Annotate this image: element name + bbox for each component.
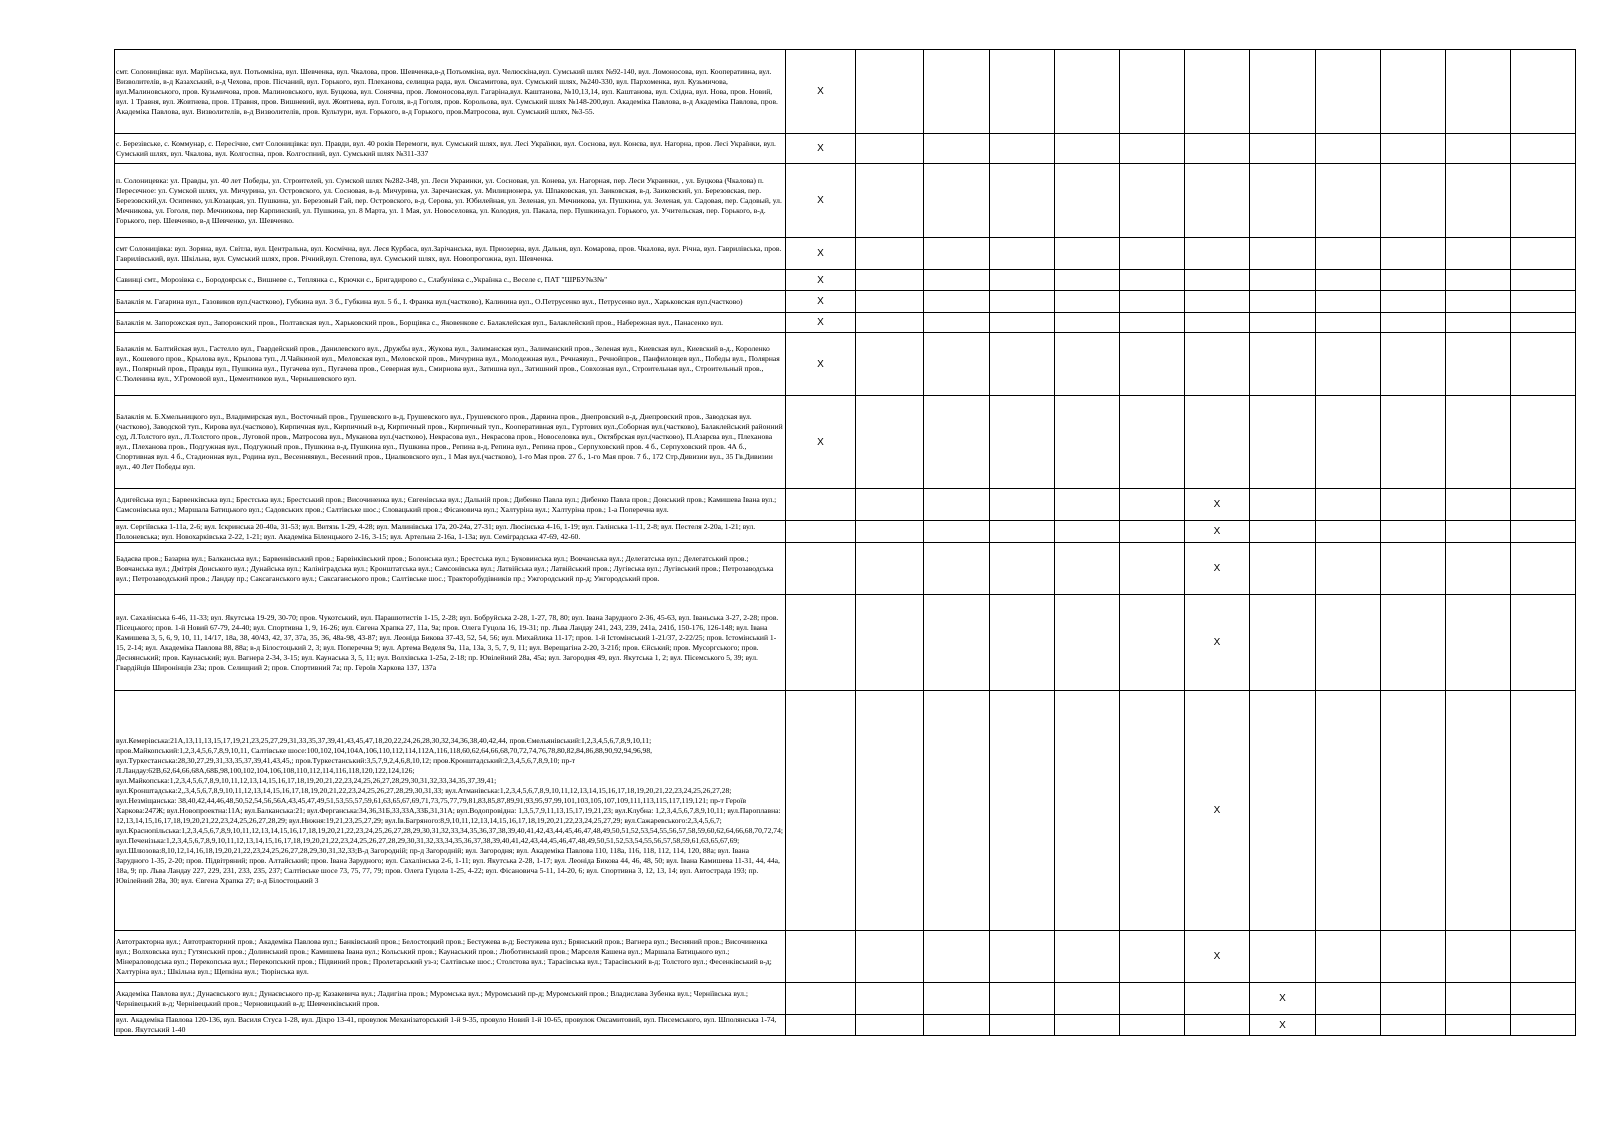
empty-cell <box>923 50 989 134</box>
address-cell: Адигейська вул.; Барвенківська вул.; Брестська вул.; Брестський пров.; Височиненка вул.; Євгенівська вул.; Дальній пров.; Дибенко Павла вул.; Дибенко Павла пров.; Донський пров.; Камишева Івана вул.; Самсонівська вул.; Маршала Батицького вул.; Садовських пров.; Салтівське шос.; Словацький пров.; Фісановича вул.; Халтуріна вул.; Халтуріна пров.; 1-а Поперечна вул. <box>115 489 786 521</box>
empty-cell <box>989 521 1054 543</box>
empty-cell <box>1054 691 1119 931</box>
empty-cell <box>1054 396 1119 489</box>
empty-cell <box>1119 134 1184 164</box>
empty-cell <box>1054 50 1119 134</box>
table-row <box>115 1015 1576 1036</box>
empty-cell <box>785 489 855 521</box>
empty-cell <box>1510 931 1575 983</box>
empty-cell <box>989 134 1054 164</box>
empty-cell <box>785 521 855 543</box>
empty-cell <box>1445 489 1510 521</box>
empty-cell <box>1119 489 1184 521</box>
empty-cell <box>1184 291 1249 313</box>
empty-cell <box>989 333 1054 396</box>
empty-cell <box>1119 521 1184 543</box>
empty-cell <box>1510 50 1575 134</box>
empty-cell <box>989 983 1054 1015</box>
address-cell: Савинці смт., Морозівка с., Бородоярськ с., Вишневе с., Теплянка с., Крючки с., Бригадирово с., Слабунівка с.,Українка с., Веселе с, ПАТ "ШРБУ№3№" <box>115 270 786 291</box>
empty-cell <box>1119 291 1184 313</box>
empty-cell <box>855 691 923 931</box>
table-row <box>115 313 1576 333</box>
empty-cell <box>989 691 1054 931</box>
address-cell: вул. Академіка Павлова 120-136, вул. Василя Стуса 1-28, вул. Діхро 13-41, провулок Механізаторський 1-й 9-35, провуло Новий 1-й 10-65, провулок Оксамитовий, вул. Писемського, вул. Шполянська 1-74, пров. Якутський 1-40 <box>115 1015 786 1036</box>
empty-cell <box>1380 238 1445 270</box>
empty-cell <box>1510 291 1575 313</box>
empty-cell <box>1510 238 1575 270</box>
empty-cell <box>1249 521 1315 543</box>
empty-cell <box>1119 50 1184 134</box>
empty-cell <box>1315 983 1380 1015</box>
address-cell: Балаклія м. Балтийская вул., Гастелло вул., Гвардейский пров., Данилевского вул., Дружбы вул., Жукова вул., Залиманская вул., Залиманский пров., Зеленая вул., Киевская вул., Киевский в-д., Короленко вул., Кошевого пров., Крылова вул., Крылова туп., Л.Чайкиной вул., Меловская вул., Меловской пров., Мичурина вул., Молодежная вул., Речнаявул., Речнойпров., Панфиловцев вул., Победы вул., Полярная вул., Полярный пров., Правды вул., Пушкина вул., Пугачева вул., Пугачева пров., Северная вул., Смирнова вул., Затишна вул., Затишний пров., Совхозная вул., Строительная вул., Строительный пров., С.Тюленина вул., У.Громовой вул., Цементников вул., Чернышевского вул. <box>115 333 786 396</box>
empty-cell <box>1510 270 1575 291</box>
table-row <box>115 333 1576 396</box>
empty-cell <box>1510 983 1575 1015</box>
empty-cell <box>1054 313 1119 333</box>
empty-cell <box>1184 134 1249 164</box>
empty-cell <box>1184 270 1249 291</box>
address-cell: смт. Солоницівка: вул. Марїінська, вул. Потьомкіна, вул. Шевченка, вул. Чкалова, пров. Шевченка,в-д Потьомкіна, вул. Челюскіна,вул. Сумський шлях №92-140, вул. Ломоносова, вул. Кооперативна, вул. Визволителів, в-д Казахський, в-д Чехова, пров. Пісчаний, вул. Горького, вул. Плеханова, селищна рада, вул. Оксамитова, вул. Сумський шлях, №240-330, вул. Пархоменка, вул. Кузьмичова, вул.Малиновського, пров. Кузьмичова, пров. Малиновського, вул. Буцкова, вул. Сонячна, пров. Ломоносова,вул. Гагаріна,вул. Каштанова, №10,13,14, вул. Каштанова, вул. Східна, вул. Нова, пров. Новий, вул. 1 Травня, вул. Жовтнева, пров. 1Травня, пров. Вишневий, вул. Жовтнева, вул. Гоголя, в-д Гоголя, пров. Корольова, вул. Сумський шлях №148-200,вул. Академіка Павлова, в-д Академіка Павлова, пров. Академіка Павлова, вул. Визволителів, в-д Визволителів, пров. Культури, вул. Горького, в-д Горького, пров.Матросова, вул. Сумський шлях, №3-55. <box>115 50 786 134</box>
address-cell: вул.Кемерівська:21А,13,11,13,15,17,19,21,23,25,27,29,31,33,35,37,39,41,43,45,47,18,20,22,24,26,28,30,32,34,36,38,40,42,44, пров.Ємельянівський:1,2,3,4,5,6,7,8,9,10,11; пров.Майкопський:1,2,3,4,5,6,7,8,9,10,11, Салтівське шосе:100,102,104,104А,106,110,112,114,112А,116,118,60,62,64,66,68,70,72,74,76,78,80,82,84,86,88,90,92,94,96,98, вул.Туркестанська:28,30,27,29,31,33,35,37,39,41,43,45,; пров.Туркестанський:3,5,7,9,2,4,6,8,10,12; пров.Кронштадський:2,3,4,5,6,7,8,9,10; пр-т Л.Ландау:62В,62,64,66,68А,68Б,98,100,102,104,106,108,110,112,114,116,118,120,122,124,126; вул.Майкопська:1,2,3,4,5,6,7,8,9,10,11,12,13,14,15,16,17,18,19,20,21,22,23,24,25,26,27,28,29,30,31,32,33,34,35,37,39,41; вул.Кронштадська:2,,3,4,5,6,7,8,9,10,11,12,13,14,15,16,17,18,19,20,21,22,23,24,25,26,27,28,29,30,31,33; вул.Атманівська:1,2,3,4,5,6,7,8,9,10,11,12,13,14,15,16,17,18,19,20,21,22,23,24,25,26,27,28; вул.Незміщанська: 38,40,42,44,46,48,50,52,54,56,56А,43,45,47,49,51,53,55,57,59,61,63,65,67,69,71,73,75,77,79,81,83,85,87,89,91,93,95,97,99,101,103,105,107,109,111,113,115,117,119,121; пр-т Героїв Харкова:247Ж; вул.Новопроектна:11А; вул.Балканська:21; вул.Ферганська:34,36,31Б,33,33А,33Б,31,31А; вул.Водопровідна: 1,3,5,7,9,11,13,15,17,19,21,23; вул.Клубна: 1,2,3,4,5,6,7,8,9,10,11; вул.Пароплавна: 12,13,14,15,16,17,18,19,20,21,22,23,24,25,26,27,28,29; вул.Нижня:19,21,23,25,27,29; вул.Ів.Багряного:8,9,10,11,12,13,14,15,16,17,18,19,20,21,22,23,24,25,27,29; вул.Сажаревського:2,3,4,5,6,7; вул.Краснопільська:1,2,3,4,5,6,7,8,9,10,11,12,13,14,15,16,17,18,19,20,21,22,23,24,25,26,27,28,29,30,31,32,33,34,35,36,37,38,39,40,41,42,43,44,45,46,47,48,49,50,51,52,53,54,55,56,57,58,59,60,62,64,66,68,70,72,74; вул.Печенізька:1,2,3,4,5,6,7,8,9,10,11,12,13,14,15,16,17,18,19,20,21,22,23,24,25,26,27,28,29,30,31,32,33,34,35,36,37,38,39,40,41,42,43,44,45,46,47,48,49,50,51,52,53,54,55,56,57,58,59,61,63,65,67,69; вул.Шлюзова:8,10,12,14,16,18,19,20,21,22,23,24,25,26,27,28,29,30,31,32,33;В-д Загородній; пр-д Загородній; вул. Загородня; вул. Академіка Павлова 110, 118а, 116, 118, 112, 114, 120, 88а; вул. Івана Зарудного 1-35, 2-20; пров. Підвітряний; пров. Алтайський; пров. Івана Зарудного; вул. Сахалінська 2-6, 1-11; вул. Якутська 2-28, 1-17; вул. Леоніда Бикова 44, 46, 48, 50; вул. Івана Камишева 11-31, 44, 44а, 18а, 9; пр. Льва Ландау 227, 229, 231, 233, 235, 237; Салтівське шосе 73, 75, 77, 79; пров. Олега Гуцола 1-25, 4-22; вул. Фісановича 5-11, 14-20, 6; вул. Спортивна 3, 12, 13, 14; вул. Автострада 193; пр. Ювілейний 28а, 30; вул. Євгена Храпка 27; в-д Білостоцький 3 <box>115 691 786 931</box>
empty-cell <box>1315 489 1380 521</box>
empty-cell <box>1119 396 1184 489</box>
empty-cell <box>1315 313 1380 333</box>
empty-cell <box>1184 313 1249 333</box>
empty-cell <box>1249 164 1315 238</box>
empty-cell <box>923 931 989 983</box>
empty-cell <box>1445 691 1510 931</box>
empty-cell <box>923 521 989 543</box>
empty-cell <box>1445 1015 1510 1036</box>
empty-cell <box>1445 983 1510 1015</box>
empty-cell <box>1249 931 1315 983</box>
table-row <box>115 983 1576 1015</box>
empty-cell <box>1510 164 1575 238</box>
empty-cell <box>1249 134 1315 164</box>
empty-cell <box>1380 134 1445 164</box>
empty-cell <box>1445 291 1510 313</box>
address-cell: с. Березівське, с. Коммунар, с. Пересічне, смт Солоницівка: вул. Правди, вул. 40 років Перемоги, вул. Сумський шлях, вул. Лесі Українки, вул. Соснова, вул. Конєва, вул. Нагорна, пров. Лесі Українки, вул. Сумський шлях, вул. Чкалова, вул. Колгоспна, пров. Колгоспний, вул. Сумський шлях №311-337 <box>115 134 786 164</box>
empty-cell <box>1380 521 1445 543</box>
empty-cell <box>1054 1015 1119 1036</box>
empty-cell <box>1445 238 1510 270</box>
empty-cell <box>1054 983 1119 1015</box>
empty-cell <box>1445 595 1510 691</box>
empty-cell <box>1380 543 1445 595</box>
empty-cell <box>1054 333 1119 396</box>
table-row <box>115 134 1576 164</box>
empty-cell <box>1380 396 1445 489</box>
empty-cell <box>1380 270 1445 291</box>
table-row <box>115 543 1576 595</box>
table-row <box>115 270 1576 291</box>
empty-cell <box>923 691 989 931</box>
empty-cell <box>923 396 989 489</box>
empty-cell <box>1445 313 1510 333</box>
empty-cell <box>1249 691 1315 931</box>
address-cell: Балаклія м. Гагарина вул., Газовиков вул.(частково), Губкина вул. 3 б., Губкина вул. 5 б., І. Франка вул.(частково), Калинина вул., О.Петрусенко вул., Петрусенко вул., Харьковская вул.(частково) <box>115 291 786 313</box>
table-row <box>115 164 1576 238</box>
empty-cell <box>1510 691 1575 931</box>
empty-cell <box>923 1015 989 1036</box>
table-row <box>115 595 1576 691</box>
empty-cell <box>1510 543 1575 595</box>
address-cell: Автотракторна вул.; Автотракторний пров.; Академіка Павлова вул.; Банківський пров.; Белостоцкий пров.; Бестужева в-д; Бестужева вул.; Брянський пров.; Вагнера вул.; Весняний пров.; Височиненка вул.; Волховська вул.; Гутянський пров.; Долинський пров.; Камишева Івана вул.; Кольський пров.; Каунаський пров.; Люботинський пров.; Марселя Кашена вул.; Маршала Батицького вул.; Мінераловодська вул.; Перекопська вул.; Перекопський пров.; Підвиний пров.; Пролетарський уз-з; Салтівське шос.; Столєтова вул.; Тарасівська вул.; Тарасівський в-д; Толстого вул.; Фесенківський в-д; Халтуріна вул.; Шкільна вул.; Щепкіна вул.; Тюрінська вул. <box>115 931 786 983</box>
empty-cell <box>785 983 855 1015</box>
table-row <box>115 50 1576 134</box>
empty-cell <box>1445 333 1510 396</box>
empty-cell <box>1249 50 1315 134</box>
mark-cell: X <box>785 291 855 313</box>
empty-cell <box>1315 543 1380 595</box>
empty-cell <box>1249 333 1315 396</box>
mark-cell: X <box>1184 595 1249 691</box>
empty-cell <box>1510 1015 1575 1036</box>
empty-cell <box>1184 333 1249 396</box>
empty-cell <box>1445 164 1510 238</box>
empty-cell <box>1510 134 1575 164</box>
empty-cell <box>855 238 923 270</box>
empty-cell <box>855 313 923 333</box>
address-cell: Балаклія м. Б.Хмельницкого вул., Владимирская вул., Восточный пров., Грушевского в-д, Грушевского вул., Грушевского пров., Дарвина пров., Днепровский в-д, Днепровский пров., Заводская вул.(частково), Заводской туп., Кирова вул.(частково), Кирпичная вул., Кирпичный в-д, Кирпичный пров., Кирпичный туп., Кооперативная вул., Гуртових вул.,Соборная вул.(частково), Балаклейський районний суд, Л.Толстого вул., Л.Толстого пров., Луговой пров., Матросова вул., Муканова вул.(частково), Некрасова вул., Некрасова пров., Новоселовка вул., Октябрская вул.(частково), П.Азарєва вул., Плеханова вул., Плеханова пров., Подгужная вул., Подгужный пров., Пушкина в-д, Пушкина вул., Пушкина пров., Репина в-д, Репина вул., Репина пров., Серпуховский пров. 4 б., Серпуховский пров. 4А б., Спортивная вул. 4 б., Стадионная вул., Родина вул., Весенняявул., Весенний пров., Циалковского вул., 1 Мая вул.(частково), 1-го Мая пров. 27 б., 1-го Мая пров. 7 б., 172 Стр.Дивизии вул., 35 Гв.Дивизии вул., 40 Лет Победы вул. <box>115 396 786 489</box>
empty-cell <box>1054 238 1119 270</box>
empty-cell <box>1315 396 1380 489</box>
address-cell: вул. Сергіївська 1-11а, 2-6; вул. Іскринська 20-40а, 31-53; вул. Витязь 1-29, 4-28; вул. Малинівська 17а, 20-24а, 27-31; вул. Люсінська 4-16, 1-19; вул. Галінська 1-11, 2-8; вул. Пестеля 2-20а, 1-21; вул. Полоневська; вул. Новохарківська 2-22, 1-21; вул. Академіка Біленцького 2-16, 3-15; вул. Артельна 2-16а, 1-13а; вул. Семіградська 47-69, 42-60. <box>115 521 786 543</box>
empty-cell <box>1054 521 1119 543</box>
empty-cell <box>1249 396 1315 489</box>
empty-cell <box>923 164 989 238</box>
empty-cell <box>1315 164 1380 238</box>
mark-cell: X <box>1184 489 1249 521</box>
empty-cell <box>1119 1015 1184 1036</box>
empty-cell <box>989 396 1054 489</box>
empty-cell <box>989 270 1054 291</box>
empty-cell <box>855 164 923 238</box>
schedule-table <box>114 49 1576 1036</box>
empty-cell <box>1380 595 1445 691</box>
empty-cell <box>1249 291 1315 313</box>
empty-cell <box>1249 543 1315 595</box>
mark-cell: X <box>785 396 855 489</box>
empty-cell <box>1380 333 1445 396</box>
empty-cell <box>1380 931 1445 983</box>
empty-cell <box>855 1015 923 1036</box>
empty-cell <box>1054 291 1119 313</box>
empty-cell <box>1315 238 1380 270</box>
mark-cell: X <box>785 270 855 291</box>
empty-cell <box>1315 595 1380 691</box>
empty-cell <box>1249 238 1315 270</box>
empty-cell <box>989 1015 1054 1036</box>
empty-cell <box>1510 396 1575 489</box>
empty-cell <box>785 595 855 691</box>
empty-cell <box>855 291 923 313</box>
empty-cell <box>1119 238 1184 270</box>
empty-cell <box>989 931 1054 983</box>
empty-cell <box>1380 489 1445 521</box>
empty-cell <box>1315 291 1380 313</box>
empty-cell <box>1380 691 1445 931</box>
empty-cell <box>923 983 989 1015</box>
empty-cell <box>1445 396 1510 489</box>
empty-cell <box>1445 931 1510 983</box>
empty-cell <box>1315 1015 1380 1036</box>
empty-cell <box>923 313 989 333</box>
mark-cell: X <box>785 333 855 396</box>
empty-cell <box>855 543 923 595</box>
empty-cell <box>1119 595 1184 691</box>
empty-cell <box>989 291 1054 313</box>
empty-cell <box>1380 50 1445 134</box>
empty-cell <box>1054 164 1119 238</box>
table-row <box>115 521 1576 543</box>
empty-cell <box>1184 164 1249 238</box>
empty-cell <box>1315 134 1380 164</box>
address-cell: Балаклія м. Запорожская вул., Запорожский пров., Полтавская вул., Харьковский пров., Борщівка с., Яковенкове с. Балаклейская вул., Балаклейский пров., Набережная вул., Панасенко вул. <box>115 313 786 333</box>
table-row <box>115 691 1576 931</box>
empty-cell <box>855 521 923 543</box>
table-row <box>115 238 1576 270</box>
empty-cell <box>1119 983 1184 1015</box>
empty-cell <box>923 291 989 313</box>
empty-cell <box>1380 313 1445 333</box>
empty-cell <box>1445 270 1510 291</box>
empty-cell <box>1249 595 1315 691</box>
empty-cell <box>1119 333 1184 396</box>
empty-cell <box>1315 333 1380 396</box>
empty-cell <box>855 134 923 164</box>
empty-cell <box>1510 333 1575 396</box>
empty-cell <box>1054 931 1119 983</box>
mark-cell: X <box>1184 543 1249 595</box>
empty-cell <box>989 543 1054 595</box>
schedule-body <box>115 50 1576 1036</box>
empty-cell <box>1445 521 1510 543</box>
empty-cell <box>785 1015 855 1036</box>
empty-cell <box>1184 238 1249 270</box>
table-row <box>115 931 1576 983</box>
empty-cell <box>1380 983 1445 1015</box>
empty-cell <box>1315 270 1380 291</box>
empty-cell <box>855 489 923 521</box>
empty-cell <box>923 134 989 164</box>
empty-cell <box>989 313 1054 333</box>
mark-cell: X <box>1249 1015 1315 1036</box>
empty-cell <box>1380 1015 1445 1036</box>
empty-cell <box>989 489 1054 521</box>
mark-cell: X <box>785 50 855 134</box>
empty-cell <box>1380 291 1445 313</box>
empty-cell <box>1054 489 1119 521</box>
empty-cell <box>1510 521 1575 543</box>
empty-cell <box>785 691 855 931</box>
empty-cell <box>923 333 989 396</box>
empty-cell <box>785 931 855 983</box>
empty-cell <box>1054 595 1119 691</box>
empty-cell <box>1249 270 1315 291</box>
empty-cell <box>855 931 923 983</box>
empty-cell <box>1380 164 1445 238</box>
mark-cell: X <box>1184 691 1249 931</box>
address-cell: Академіка Павлова вул.; Дунаєвського вул.; Дунаєвського пр-д; Казакевича вул.; Ладигіна пров.; Муромська вул.; Муромський пр-д; Муромський пров.; Владислава Зубенка вул.; Черніївська вул.; Чернівецький в-д; Чернівецький пров.; Черновицький в-д; Шевченківський пров. <box>115 983 786 1015</box>
address-cell: вул. Сахалінська 6-46, 11-33; вул. Якутська 19-29, 30-70; пров. Чукотський, вул. Парашютистів 1-15, 2-28; вул. Бобруйська 2-28, 1-27, 78, 80; вул. Івана Зарудного 2-36, 45-63, вул. Іваньська 3-27, 2-28; пров. Пісецького; пров. 1-й Новий 67-79, 24-40; вул. Спортивна 1, 9, 16-26; вул. Євгена Храпка 27, 11а, 9а; пров. Олега Гуцола 16, 19-31; пр. Льва Ландау 241, 243, 239, 241а, 241б, 150-176, 126-148; вул. Івана Камишева 3, 5, 6, 9, 10, 11, 14/17, 18а, 38, 40/43, 42, 37, 37а, 35, 36, 48а-98, 43-87; вул. Леоніда Бикова 37-43, 52, 54, 56; вул. Михайлика 11-17; пров. 1-й Істомінський 1-21/37, 2-22/25; пров. Істомінський 1-15, 2-14; вул. Академіка Павлова 88, 88а; в-д Білостоцький 2, 3; вул. Поперечна 9; вул. Артема Веделя 9а, 11а, 13а, 3, 5, 7, 9, 11; вул. Верещагіна 2-20, 3-21б; пров. Єйський; пров. Мусоргського; пров. Деснянський; пров. Каунаський; вул. Вагнера 2-34, 3-15; вул. Каунаська 3, 5, 11; вул. Волхівська 1-25а, 2-18; пр. Ювілейний 28а, 45а; вул. Загородня 49, вул. Якутська 1, 2; вул. Пісемського 5, 39; вул. Гвардійців Широнінців 23а; пров. Селищний 2; пров. Спортивний 7а; пр. Героїв Харкова 137, 137а <box>115 595 786 691</box>
empty-cell <box>1249 489 1315 521</box>
table-row <box>115 396 1576 489</box>
empty-cell <box>923 595 989 691</box>
mark-cell: X <box>785 238 855 270</box>
empty-cell <box>1445 134 1510 164</box>
mark-cell: X <box>1184 521 1249 543</box>
empty-cell <box>1119 313 1184 333</box>
empty-cell <box>1119 931 1184 983</box>
empty-cell <box>989 595 1054 691</box>
empty-cell <box>923 489 989 521</box>
empty-cell <box>1119 270 1184 291</box>
empty-cell <box>989 238 1054 270</box>
empty-cell <box>855 50 923 134</box>
empty-cell <box>855 333 923 396</box>
empty-cell <box>923 543 989 595</box>
mark-cell: X <box>1184 931 1249 983</box>
empty-cell <box>989 50 1054 134</box>
empty-cell <box>855 270 923 291</box>
empty-cell <box>1249 313 1315 333</box>
empty-cell <box>1445 50 1510 134</box>
empty-cell <box>1315 931 1380 983</box>
empty-cell <box>1315 521 1380 543</box>
address-schedule-sheet <box>114 49 1576 1036</box>
empty-cell <box>923 238 989 270</box>
empty-cell <box>1184 396 1249 489</box>
mark-cell: X <box>785 134 855 164</box>
address-cell: смт Солоницівка: вул. Зоряна, вул. Світла, вул. Центральна, вул. Космічна, вул. Леся Курбаса, вул.Зарічанська, вул. Приозерна, вул. Дальня, вул. Комарова, пров. Чкалова, вул. Річна, вул. Гаврилівська, пров. Гаврилівський, вул. Шкільна, вул. Сумський шлях, пров. Річний,вул. Степова, вул. Сумський шлях, вул. Новопрогожна, вул. Шевченка. <box>115 238 786 270</box>
empty-cell <box>1510 595 1575 691</box>
empty-cell <box>1119 543 1184 595</box>
table-row <box>115 489 1576 521</box>
empty-cell <box>1054 134 1119 164</box>
empty-cell <box>1510 313 1575 333</box>
empty-cell <box>1054 543 1119 595</box>
table-row <box>115 291 1576 313</box>
empty-cell <box>1184 983 1249 1015</box>
empty-cell <box>1315 50 1380 134</box>
empty-cell <box>1445 543 1510 595</box>
mark-cell: X <box>785 313 855 333</box>
empty-cell <box>855 595 923 691</box>
empty-cell <box>1184 1015 1249 1036</box>
empty-cell <box>1119 691 1184 931</box>
empty-cell <box>855 983 923 1015</box>
empty-cell <box>1184 50 1249 134</box>
empty-cell <box>1315 691 1380 931</box>
address-cell: Бадаєва пров.; Базарна вул.; Балканська вул.; Барвенківський пров.; Барвінківський пров.; Болонська вул.; Брестська вул.; Буковинська вул.; Вовчанська вул.; Делегатська вул.; Делегатський пров.; Вовчанська вул.; Дмітрія Донського вул.; Дунайська вул.; Калініградська вул.; Кронштатська вул.; Самсонівська вул.; Латвійська вул.; Латвійський пров.; Лугівська вул.; Лугівський пров.; Петрозаводська вул.; Петрозаводський пров.; Ландау пр.; Саксаганського вул.; Саксаганського пров.; Салтівське шос.; Тракторобудівників пр.; Ужгородський пр-д; Ужгородський пров. <box>115 543 786 595</box>
empty-cell <box>923 270 989 291</box>
mark-cell: X <box>785 164 855 238</box>
empty-cell <box>855 396 923 489</box>
empty-cell <box>1510 489 1575 521</box>
empty-cell <box>785 543 855 595</box>
empty-cell <box>989 164 1054 238</box>
mark-cell: X <box>1249 983 1315 1015</box>
empty-cell <box>1119 164 1184 238</box>
address-cell: п. Солоницевка: ул. Правды, ул. 40 лет Победы, ул. Строителей, ул. Сумской шлях №282-348, ул. Леси Украинки, ул. Сосновая, ул. Конева, ул. Нагорная, пер. Леси Украинки, , ул. Буцкова (Чкалова) п. Пересечное: ул. Сумской шлях, ул. Мичурина, ул. Островского, ул. Сосновая, в-д. Мичурина, ул. Заречанская, ул. Милиционера, ул. Шпаковская, ул. Заиковская, в-д. Заиковский, ул. Березовская, пер. Березовский,ул. Осипенко, ул.Козацкая, ул. Пушкина, ул. Березовый Гай, пер. Островского, в-д. Серова, ул. Юбилейная, ул. Зеленая, ул. Мечникова, ул. Пушкина, ул. Зеленая, ул. Садовая, пер. Садовый, ул. Мечникова, ул. Гоголя, пер. Мечникова, пер Карпинский, ул. Пушкина, ул. 8 Марта, ул. 1 Мая, ул. Новоселовка, ул. Колодия, ул. Пакала, пер. Пушкина,ул. Горького, ул. Учительская, пер. Горького, в-д. Горького, пер. Шевченко, в-д Шевченко, ул. Шевченко. <box>115 164 786 238</box>
empty-cell <box>1054 270 1119 291</box>
